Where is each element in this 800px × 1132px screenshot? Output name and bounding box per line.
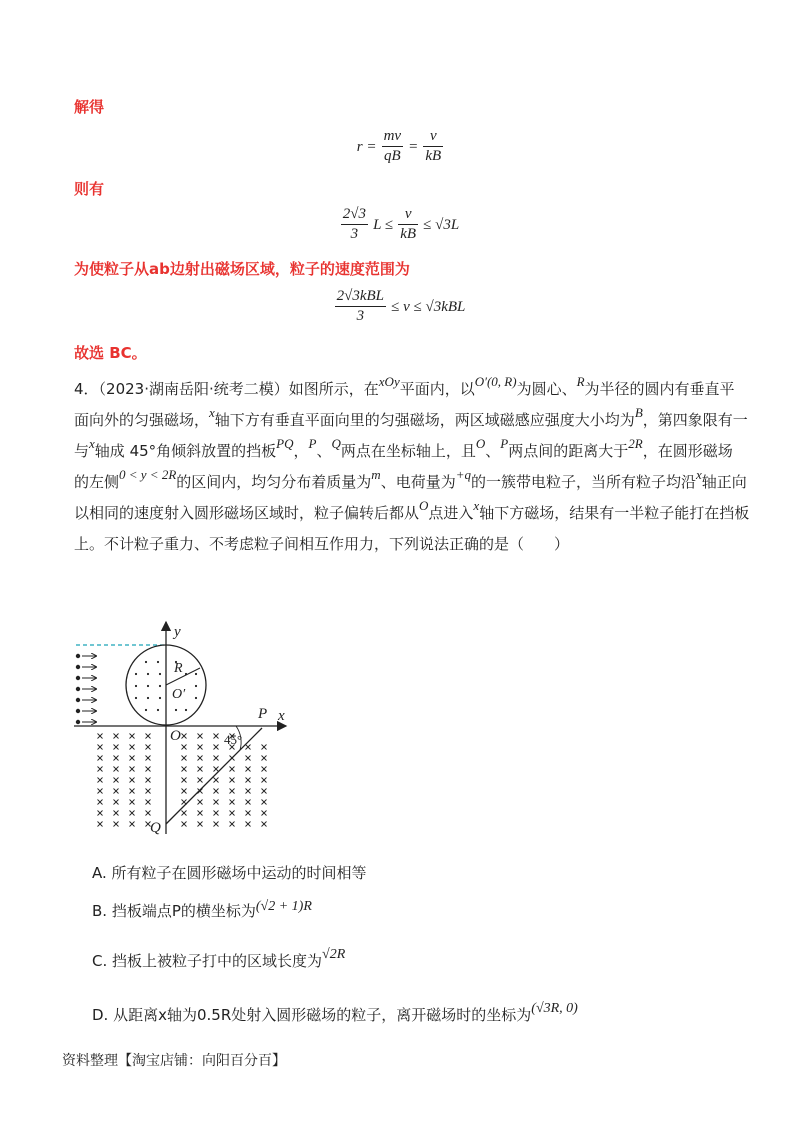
problem-text: 面向外的匀强磁场， — [74, 411, 210, 429]
magnetic-field-diagram — [60, 612, 310, 842]
label-point-p: P — [258, 706, 268, 722]
problem-source: （2023·湖南岳阳·统考二模） — [98, 380, 289, 398]
problem-text: ， — [293, 442, 309, 460]
cross-mark — [198, 756, 203, 761]
cross-mark — [130, 822, 135, 827]
cross-mark — [262, 822, 267, 827]
cross-mark — [114, 767, 119, 772]
cross-mark — [130, 734, 135, 739]
cross-mark — [130, 767, 135, 772]
eq3-den: 3 — [356, 308, 365, 324]
problem-text: 轴正向 — [701, 473, 747, 491]
eq3-right: ≤ v ≤ √3kBL — [391, 299, 466, 315]
problem-text: 的左侧 — [74, 473, 120, 491]
math-range: 0 < y < 2R — [119, 467, 177, 482]
solve-label: 解得 — [74, 98, 105, 116]
cross-mark — [114, 756, 119, 761]
cross-mark — [262, 756, 267, 761]
cross-mark — [146, 811, 151, 816]
eq1-f1-den: qB — [383, 148, 401, 164]
cross-mark — [214, 778, 219, 783]
cross-mark — [130, 756, 135, 761]
math-charge: +q — [455, 467, 471, 482]
cross-mark — [98, 800, 103, 805]
problem-text: 平面内，以 — [399, 380, 475, 398]
answer-text: 故选 BC。 — [74, 344, 147, 362]
cross-mark — [146, 767, 151, 772]
problem-text: 轴下方磁场，结果有一半粒子能打在挡板 — [479, 504, 750, 522]
cross-mark — [262, 800, 267, 805]
particle — [76, 720, 96, 724]
eq1-f1-num: mv — [382, 128, 404, 147]
cross-mark — [130, 745, 135, 750]
cross-mark — [262, 811, 267, 816]
problem-text: 为半径的圆内有垂直平 — [584, 380, 735, 398]
problem-text: 、电荷量为 — [380, 473, 456, 491]
cross-mark — [114, 789, 119, 794]
math-pq: PQ — [276, 436, 294, 451]
then-label: 则有 — [74, 180, 105, 198]
label-origin: O — [170, 728, 181, 744]
particle — [76, 698, 96, 702]
cross-mark — [98, 734, 103, 739]
cross-mark — [198, 767, 203, 772]
problem-text: 为圆心、 — [516, 380, 577, 398]
cross-mark — [98, 767, 103, 772]
cross-mark — [246, 756, 251, 761]
problem-text: 、 — [316, 442, 332, 460]
cross-mark — [214, 811, 219, 816]
problem-text: ，第四象限有一 — [642, 411, 748, 429]
math-center: O′(0, R) — [474, 374, 517, 389]
cross-mark — [98, 778, 103, 783]
cross-mark — [246, 778, 251, 783]
cross-mark — [146, 778, 151, 783]
problem-line-3 — [74, 436, 754, 467]
particle — [76, 676, 96, 680]
problem-line-6 — [74, 529, 754, 559]
cross-mark — [198, 745, 203, 750]
cross-mark — [246, 745, 251, 750]
cross-mark — [246, 767, 251, 772]
problem-text: 如图所示，在 — [288, 380, 379, 398]
cross-mark — [98, 822, 103, 827]
cross-mark — [262, 778, 267, 783]
eq1-fraction-1 — [382, 128, 404, 165]
option-b-math: (√2 + 1)R — [255, 899, 312, 914]
cross-mark — [182, 789, 187, 794]
problem-text: 上。不计粒子重力、不考虑粒子间相互作用力，下列说法正确的是（ ） — [74, 535, 570, 553]
cross-mark — [182, 745, 187, 750]
equation-inequality — [0, 206, 800, 243]
label-o-prime: O′ — [172, 687, 186, 702]
problem-text: 的区间内，均匀分布着质量为 — [176, 473, 372, 491]
cross-mark — [230, 822, 235, 827]
option-d-letter: D. — [92, 1006, 109, 1024]
math-p: P — [500, 436, 509, 451]
label-point-q: Q — [150, 820, 161, 836]
option-c-letter: C. — [92, 952, 108, 970]
particle — [76, 687, 96, 691]
cross-mark — [198, 734, 203, 739]
eq1-f2-den: kB — [425, 148, 442, 164]
cross-mark — [198, 800, 203, 805]
particle — [76, 709, 96, 713]
math-x: x — [209, 405, 215, 420]
eq2-left-den: 3 — [350, 226, 359, 242]
cross-mark — [98, 789, 103, 794]
cross-mark — [114, 822, 119, 827]
cross-mark — [246, 811, 251, 816]
cross-mark — [182, 778, 187, 783]
eq2-fraction — [398, 206, 418, 243]
math-q: Q — [331, 436, 341, 451]
eq2-left-fraction — [341, 206, 368, 243]
cross-mark — [98, 811, 103, 816]
math-x: x — [473, 498, 480, 513]
cross-mark — [214, 767, 219, 772]
problem-text: 、 — [485, 442, 501, 460]
cross-mark — [198, 778, 203, 783]
particle — [76, 654, 96, 658]
cross-mark — [182, 734, 187, 739]
option-a[interactable] — [92, 862, 367, 883]
cross-mark — [182, 822, 187, 827]
cross-mark — [214, 745, 219, 750]
equation-velocity-range — [0, 288, 800, 325]
option-d[interactable] — [92, 1001, 578, 1025]
cross-mark — [230, 789, 235, 794]
eq2-left-tail: L ≤ — [373, 217, 394, 233]
eq1-mid: = — [408, 139, 419, 155]
cross-mark — [230, 767, 235, 772]
cross-mark — [114, 745, 119, 750]
math-p: P — [308, 436, 317, 451]
option-c-math: √2R — [322, 947, 346, 962]
cross-mark — [214, 789, 219, 794]
problem-text: 两点间的距离大于 — [508, 442, 629, 460]
option-b-text: 挡板端点P的横坐标为 — [111, 902, 256, 920]
problem-number: 4． — [74, 380, 99, 398]
label-y-axis: y — [174, 624, 181, 640]
incoming-particles — [76, 654, 96, 724]
eq2-den: kB — [400, 226, 417, 242]
cross-mark — [230, 778, 235, 783]
option-d-math: (√3R, 0) — [531, 1001, 578, 1016]
problem-text: 的一簇带电粒子，当所有粒子均沿 — [470, 473, 696, 491]
cross-mark — [198, 822, 203, 827]
cross-mark — [146, 789, 151, 794]
problem-line-1 — [74, 374, 754, 405]
eq1-f2-num: v — [423, 128, 443, 147]
cross-mark — [182, 811, 187, 816]
cross-mark — [114, 800, 119, 805]
cross-mark — [130, 800, 135, 805]
problem-line-2 — [74, 405, 754, 436]
cross-mark — [230, 800, 235, 805]
option-b[interactable] — [92, 900, 312, 921]
cross-mark — [146, 800, 151, 805]
cross-mark — [214, 734, 219, 739]
eq2-left-num: 2√3 — [341, 206, 368, 225]
problem-text: 与 — [74, 442, 90, 460]
eq3-fraction — [335, 288, 386, 325]
cross-mark — [198, 811, 203, 816]
cross-mark — [146, 734, 151, 739]
cross-mark — [214, 822, 219, 827]
cross-mark — [114, 811, 119, 816]
problem-line-4 — [74, 467, 754, 498]
cross-mark — [98, 745, 103, 750]
eq3-num: 2√3kBL — [335, 288, 386, 307]
option-b-letter: B. — [92, 902, 108, 920]
problem-statement — [74, 374, 754, 559]
problem-line-5 — [74, 498, 754, 529]
math-2r: 2R — [628, 436, 643, 451]
range-label: 为使粒子从ab边射出磁场区域，粒子的速度范围为 — [74, 260, 410, 278]
label-x-axis: x — [278, 708, 285, 724]
cross-mark — [182, 756, 187, 761]
math-x: x — [696, 467, 702, 482]
option-a-letter: A. — [92, 864, 107, 882]
cross-mark — [130, 789, 135, 794]
cross-mark — [246, 800, 251, 805]
footer-source: 资料整理【淘宝店铺：向阳百分百】 — [62, 1053, 286, 1069]
math-b: B — [634, 405, 643, 420]
cross-mark — [262, 789, 267, 794]
cross-mark — [98, 756, 103, 761]
cross-mark — [182, 767, 187, 772]
option-a-text: 所有粒子在圆形磁场中运动的时间相等 — [111, 864, 367, 882]
option-c[interactable] — [92, 947, 346, 971]
cross-mark — [262, 767, 267, 772]
math-r: R — [576, 374, 585, 389]
option-d-text: 从距离x轴为0.5R处射入圆形磁场的粒子，离开磁场时的坐标为 — [113, 1006, 532, 1024]
field-in-crosses — [98, 734, 267, 827]
problem-text: 以相同的速度射入圆形磁场区域时，粒子偏转后都从 — [74, 504, 420, 522]
cross-mark — [114, 734, 119, 739]
eq1-lhs: r = — [356, 139, 377, 155]
cross-mark — [214, 756, 219, 761]
particle — [76, 665, 96, 669]
cross-mark — [130, 811, 135, 816]
problem-text: 轴成 45°角倾斜放置的挡板 — [94, 442, 277, 460]
eq2-right: ≤ √3L — [423, 217, 460, 233]
cross-mark — [146, 745, 151, 750]
radius-line — [166, 668, 200, 685]
math-m: m — [371, 467, 381, 482]
eq1-fraction-2 — [423, 128, 443, 165]
math-x: x — [89, 436, 95, 451]
label-angle-45: 45° — [224, 732, 243, 747]
cross-mark — [262, 745, 267, 750]
problem-text: 轴下方有垂直平面向里的匀强磁场，两区域磁感应强度大小均为 — [214, 411, 635, 429]
problem-text: 两点在坐标轴上，且 — [340, 442, 476, 460]
option-c-text: 挡板上被粒子打中的区域长度为 — [112, 952, 323, 970]
label-radius: R — [174, 661, 183, 676]
math-o: O — [419, 498, 429, 513]
cross-mark — [214, 800, 219, 805]
problem-text: ，在圆形磁场 — [642, 442, 733, 460]
eq2-num: v — [398, 206, 418, 225]
math-xoy: xOy — [378, 374, 400, 389]
problem-text: 点进入 — [428, 504, 474, 522]
cross-mark — [246, 789, 251, 794]
cross-mark — [230, 811, 235, 816]
cross-mark — [246, 822, 251, 827]
cross-mark — [114, 778, 119, 783]
cross-mark — [146, 756, 151, 761]
equation-radius — [0, 128, 800, 165]
cross-mark — [130, 778, 135, 783]
math-o: O — [475, 436, 486, 451]
